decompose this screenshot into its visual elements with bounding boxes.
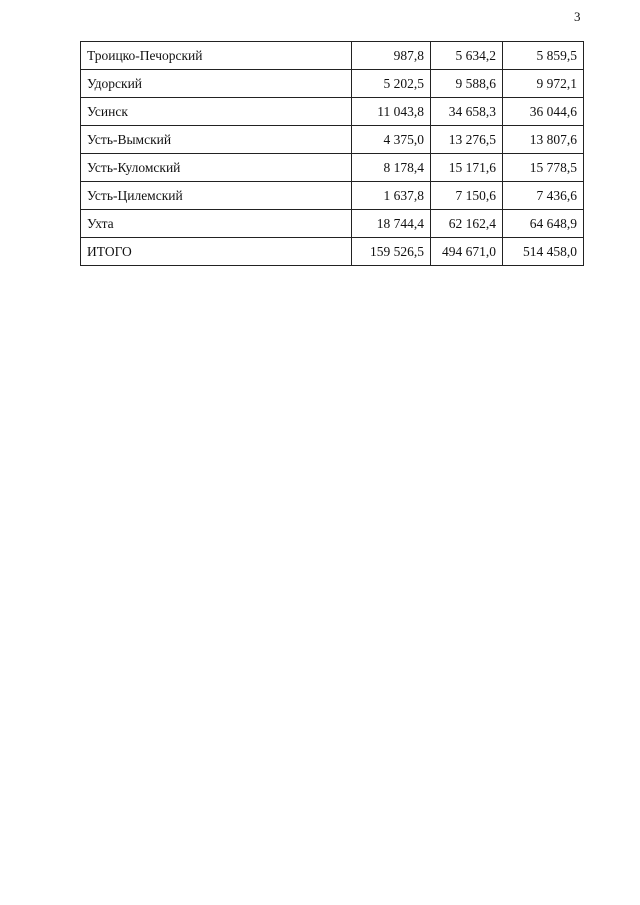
- page-number: 3: [574, 9, 581, 24]
- table-row: [81, 42, 584, 70]
- value-cell-2: 5 634,2: [431, 42, 503, 70]
- total-value-2: 494 671,0: [431, 238, 503, 266]
- table-row: [81, 210, 584, 238]
- value-cell-1: 1 637,8: [352, 182, 431, 210]
- value-cell-2: 62 162,4: [431, 210, 503, 238]
- data-table: [80, 41, 584, 266]
- table-row-total: [81, 238, 584, 266]
- total-label: ИТОГО: [81, 238, 352, 266]
- value-cell-2: 9 588,6: [431, 70, 503, 98]
- table-row: [81, 154, 584, 182]
- row-name: Усть-Куломский: [81, 154, 352, 182]
- total-value-1: 159 526,5: [352, 238, 431, 266]
- value-cell-1: 4 375,0: [352, 126, 431, 154]
- value-cell-3: 13 807,6: [503, 126, 584, 154]
- value-cell-3: 36 044,6: [503, 98, 584, 126]
- row-name: Ухта: [81, 210, 352, 238]
- value-cell-1: 8 178,4: [352, 154, 431, 182]
- value-cell-1: 987,8: [352, 42, 431, 70]
- row-name: Усть-Вымский: [81, 126, 352, 154]
- value-cell-2: 34 658,3: [431, 98, 503, 126]
- value-cell-2: 13 276,5: [431, 126, 503, 154]
- row-name: Усть-Цилемский: [81, 182, 352, 210]
- value-cell-3: 9 972,1: [503, 70, 584, 98]
- table-row: [81, 126, 584, 154]
- value-cell-3: 15 778,5: [503, 154, 584, 182]
- row-name: Усинск: [81, 98, 352, 126]
- value-cell-2: 7 150,6: [431, 182, 503, 210]
- total-value-3: 514 458,0: [503, 238, 584, 266]
- value-cell-3: 7 436,6: [503, 182, 584, 210]
- row-name: Троицко-Печорский: [81, 42, 352, 70]
- table-row: [81, 70, 584, 98]
- value-cell-1: 5 202,5: [352, 70, 431, 98]
- value-cell-3: 64 648,9: [503, 210, 584, 238]
- value-cell-3: 5 859,5: [503, 42, 584, 70]
- value-cell-1: 11 043,8: [352, 98, 431, 126]
- value-cell-1: 18 744,4: [352, 210, 431, 238]
- value-cell-2: 15 171,6: [431, 154, 503, 182]
- row-name: Удорский: [81, 70, 352, 98]
- table-row: [81, 98, 584, 126]
- table-row: [81, 182, 584, 210]
